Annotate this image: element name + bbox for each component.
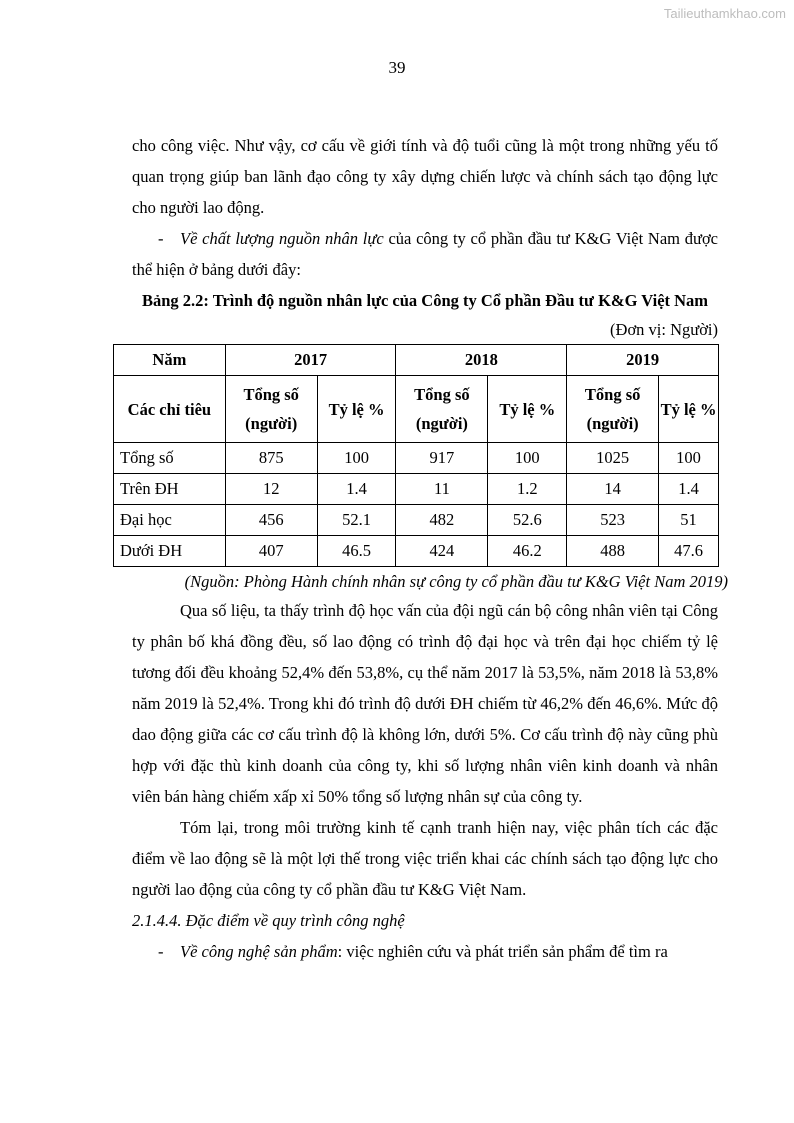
table-cell: 46.2 xyxy=(488,536,567,567)
hr-table xyxy=(113,344,719,567)
table-cell: 1.2 xyxy=(488,474,567,505)
header-year-2019: 2019 xyxy=(567,345,719,376)
table-row xyxy=(114,505,719,536)
table-cell: 100 xyxy=(659,443,719,474)
page-number: 39 xyxy=(388,58,406,77)
table-cell: 100 xyxy=(317,443,396,474)
bullet-quality-italic: Về chất lượng nguồn nhân lực xyxy=(180,229,384,248)
row-label: Trên ĐH xyxy=(114,474,226,505)
table-cell: 488 xyxy=(567,536,659,567)
table-cell: 1.4 xyxy=(317,474,396,505)
header-year-label: Năm xyxy=(114,345,226,376)
table-cell: 47.6 xyxy=(659,536,719,567)
row-label: Tổng số xyxy=(114,443,226,474)
table-cell: 11 xyxy=(396,474,488,505)
table-cell: 14 xyxy=(567,474,659,505)
paragraph-intro: cho công việc. Như vậy, cơ cấu về giới tính và độ tuổi cũng là một trong những yếu tố quan trọng giúp ban lãnh đạo công ty xây dựng chiến lược và chính sách tạo động lực cho người lao động. xyxy=(132,136,718,217)
table-cell: 917 xyxy=(396,443,488,474)
paragraph-analysis: Qua số liệu, ta thấy trình độ học vấn của đội ngũ cán bộ công nhân viên tại Công ty phân bố khá đồng đều, số lao động có trình độ đại học và trên đại học chiếm tỷ lệ tương đối đều khoảng 52,4% đến 53,8%, cụ thể năm 2017 là 53,5%, năm 2018 là 53,8% năm 2019 là 52,4%. Trong khi đó trình độ dưới ĐH chiếm từ 46,2% đến 46,6%. Mức độ dao động giữa các cơ cấu trình độ là không lớn, dưới 5%. Cơ cấu trình độ này cũng phù hợp với đặc thù kinh doanh của công ty, khi số lượng nhân viên kinh doanh và nhân viên bán hàng chiếm xấp xỉ 50% tổng số lượng nhân sự của công ty. xyxy=(132,601,718,806)
header-ratio: Tỷ lệ % xyxy=(317,376,396,443)
header-ratio: Tỷ lệ % xyxy=(659,376,719,443)
row-label: Đại học xyxy=(114,505,226,536)
row-label: Dưới ĐH xyxy=(114,536,226,567)
table-cell: 52.6 xyxy=(488,505,567,536)
table-row xyxy=(114,443,719,474)
table-cell: 407 xyxy=(225,536,317,567)
header-ratio: Tỷ lệ % xyxy=(488,376,567,443)
table-cell: 100 xyxy=(488,443,567,474)
table-cell: 456 xyxy=(225,505,317,536)
table-cell: 12 xyxy=(225,474,317,505)
watermark: Tailieuthamkhao.com xyxy=(663,6,786,21)
header-year-2018: 2018 xyxy=(396,345,567,376)
table-cell: 424 xyxy=(396,536,488,567)
bullet-dash: - xyxy=(158,942,164,961)
table-cell: 482 xyxy=(396,505,488,536)
header-total-line2: (người) xyxy=(586,414,639,433)
header-total-line1: Tổng số xyxy=(584,385,641,404)
table-cell: 875 xyxy=(225,443,317,474)
table-cell: 1.4 xyxy=(659,474,719,505)
header-total-line2: (người) xyxy=(245,414,298,433)
bullet-dash: - xyxy=(158,229,164,248)
table-row xyxy=(114,474,719,505)
bullet-technology-italic: Về công nghệ sản phẩm xyxy=(180,942,338,961)
header-year-2017: 2017 xyxy=(225,345,396,376)
section-heading: 2.1.4.4. Đặc điểm về quy trình công nghệ xyxy=(132,911,405,930)
table-cell: 46.5 xyxy=(317,536,396,567)
table-cell: 52.1 xyxy=(317,505,396,536)
table-cell: 51 xyxy=(659,505,719,536)
table-subheader-row xyxy=(114,376,719,443)
bullet-quality-rest: của công ty cổ phần đầu tư K&G Việt Nam được thể hiện ở bảng dưới đây: xyxy=(132,229,719,279)
table-row xyxy=(114,536,719,567)
table-header-row xyxy=(114,345,719,376)
header-total xyxy=(396,376,488,443)
table-source: (Nguồn: Phòng Hành chính nhân sự công ty cổ phần đầu tư K&G Việt Nam 2019) xyxy=(184,572,728,591)
header-criteria: Các chỉ tiêu xyxy=(114,376,226,443)
table-unit: (Đơn vị: Người) xyxy=(610,320,718,339)
table-caption: Bảng 2.2: Trình độ nguồn nhân lực của Công ty Cổ phần Đầu tư K&G Việt Nam xyxy=(141,291,709,310)
header-total xyxy=(567,376,659,443)
header-total-line1: Tổng số xyxy=(414,385,470,404)
bullet-quality xyxy=(132,223,718,285)
header-total-line1: Tổng số xyxy=(243,385,299,404)
header-total-line2: (người) xyxy=(415,414,468,433)
table-cell: 523 xyxy=(567,505,659,536)
paragraph-summary: Tóm lại, trong môi trường kinh tế cạnh tranh hiện nay, việc phân tích các đặc điểm về lao động sẽ là một lợi thế trong việc triển khai các chính sách tạo động lực cho người lao động của công ty cổ phần đầu tư K&G Việt Nam. xyxy=(132,818,718,899)
table-cell: 1025 xyxy=(567,443,659,474)
bullet-technology-rest: : việc nghiên cứu và phát triển sản phẩm để tìm ra xyxy=(337,942,668,961)
page-content xyxy=(120,130,728,967)
header-total xyxy=(225,376,317,443)
bullet-technology xyxy=(132,936,718,967)
